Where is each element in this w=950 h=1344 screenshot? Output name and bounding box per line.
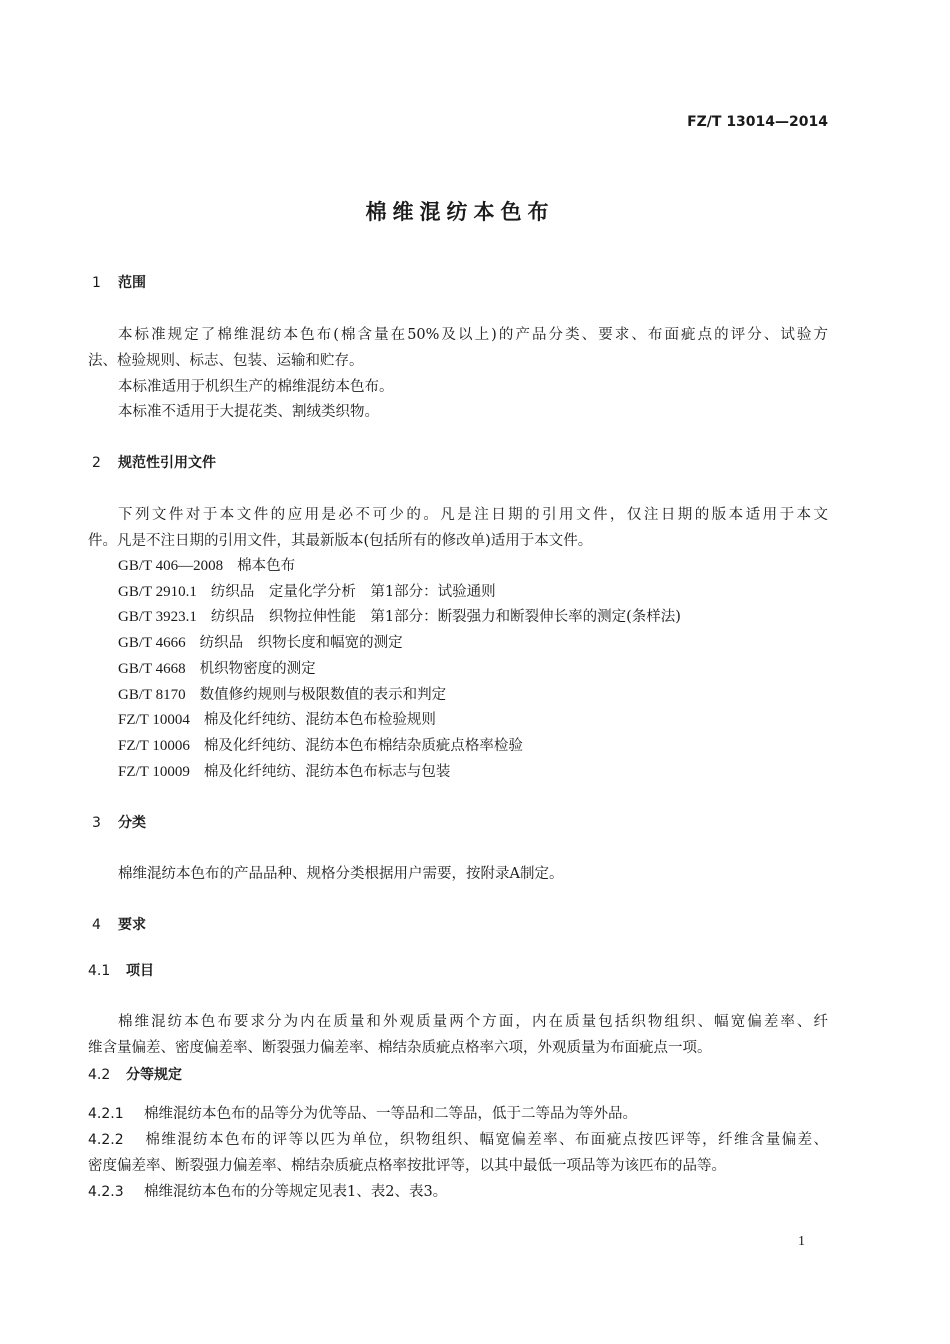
paragraph: 维含量偏差、密度偏差率、断裂强力偏差率、棉结杂质疵点格率六项，外观质量为布面疵点一项。 — [88, 1040, 712, 1056]
section-4-1-heading — [88, 961, 154, 981]
paragraph: 棉维混纺本色布要求分为内在质量和外观质量两个方面，内在质量包括织物组织、幅宽偏差率、纤 — [118, 1014, 828, 1030]
paragraph: 法、检验规则、标志、包装、运输和贮存。 — [88, 353, 364, 369]
reference-code: GB/T 406—2008 — [118, 558, 224, 574]
paragraph: 本标准不适用于大提花类、割绒类织物。 — [118, 404, 379, 420]
reference-title: 数值修约规则与极限数值的表示和判定 — [199, 686, 447, 703]
section-title: 规范性引用文件 — [118, 455, 216, 471]
section-title: 项目 — [126, 963, 154, 979]
reference-item — [118, 762, 450, 782]
section-number: 4.2 — [88, 1067, 111, 1083]
reference-title: 机织物密度的测定 — [199, 660, 316, 677]
reference-code: FZ/T 10004 — [118, 712, 190, 729]
reference-code: GB/T 4666 — [118, 635, 186, 652]
reference-code: GB/T 2910.1 — [118, 583, 197, 600]
reference-item — [118, 710, 436, 730]
section-number: 4 — [92, 917, 101, 933]
clause-4-2-3 — [88, 1182, 447, 1202]
reference-item — [118, 633, 403, 653]
reference-code: GB/T 4668 — [118, 660, 186, 677]
document-title: 棉维混纺本色布 — [365, 200, 555, 224]
page-number: 1 — [798, 1234, 805, 1249]
section-title: 分类 — [118, 815, 146, 831]
reference-code: GB/T 8170 — [118, 686, 186, 703]
clause-text: 棉维混纺本色布的品等分为优等品、一等品和二等品，低于二等品为等外品。 — [144, 1106, 637, 1122]
reference-title: 棉及化纤纯纺、混纺本色布标志与包装 — [203, 763, 451, 780]
clause-text-continued: 密度偏差率、断裂强力偏差率、棉结杂质疵点格率按批评等，以其中最低一项品等为该匹布的品等。 — [88, 1158, 726, 1174]
clause-text: 棉维混纺本色布的分等规定见表1、表2、表3。 — [144, 1184, 448, 1200]
reference-item — [118, 582, 496, 602]
reference-code: GB/T 3923.1 — [118, 609, 197, 626]
section-number: 3 — [92, 815, 101, 831]
reference-item — [118, 685, 446, 705]
section-title: 要求 — [118, 917, 146, 933]
standard-number: FZ/T 13014—2014 — [687, 114, 828, 130]
paragraph: 本标准适用于机织生产的棉维混纺本色布。 — [118, 379, 394, 395]
clause-4-2-1 — [88, 1104, 637, 1124]
reference-code: FZ/T 10009 — [118, 763, 190, 780]
section-title: 范围 — [118, 275, 146, 291]
paragraph: 下列文件对于本文件的应用是必不可少的。凡是注日期的引用文件，仅注日期的版本适用于本文 — [118, 507, 828, 523]
reference-code: FZ/T 10006 — [118, 737, 190, 754]
section-1-heading — [92, 273, 146, 293]
reference-title: 棉及化纤纯纺、混纺本色布检验规则 — [203, 712, 436, 729]
section-3-heading — [92, 813, 146, 833]
clause-number: 4.2.3 — [88, 1184, 124, 1200]
clause-text: 棉维混纺本色布的评等以匹为单位，织物组织、幅宽偏差率、布面疵点按匹评等，纤维含量偏差、 — [144, 1132, 828, 1148]
paragraph: 件。凡是不注日期的引用文件，其最新版本(包括所有的修改单)适用于本文件。 — [88, 533, 593, 549]
reference-title: 棉本色布 — [237, 558, 296, 574]
paragraph: 棉维混纺本色布的产品品种、规格分类根据用户需要，按附录A制定。 — [118, 866, 564, 882]
clause-number: 4.2.2 — [88, 1132, 124, 1148]
paragraph: 本标准规定了棉维混纺本色布(棉含量在50%及以上)的产品分类、要求、布面疵点的评分、试验方 — [118, 327, 828, 343]
section-4-2-heading — [88, 1065, 182, 1085]
reference-item — [118, 659, 316, 679]
section-4-heading — [92, 915, 146, 935]
reference-title: 纺织品 定量化学分析 第1部分：试验通则 — [210, 583, 496, 600]
reference-title: 纺织品 织物长度和幅宽的测定 — [199, 635, 403, 652]
reference-item — [118, 736, 523, 756]
reference-title: 棉及化纤纯纺、混纺本色布棉结杂质疵点格率检验 — [203, 737, 523, 754]
clause-number: 4.2.1 — [88, 1106, 124, 1122]
section-2-heading — [92, 453, 216, 473]
section-number: 4.1 — [88, 963, 111, 979]
reference-item — [118, 556, 295, 576]
section-number: 2 — [92, 455, 101, 471]
section-title: 分等规定 — [126, 1067, 182, 1083]
clause-4-2-2 — [88, 1130, 828, 1150]
section-number: 1 — [92, 275, 101, 291]
reference-item — [118, 607, 681, 627]
reference-title: 纺织品 织物拉伸性能 第1部分：断裂强力和断裂伸长率的测定(条样法) — [210, 609, 681, 626]
